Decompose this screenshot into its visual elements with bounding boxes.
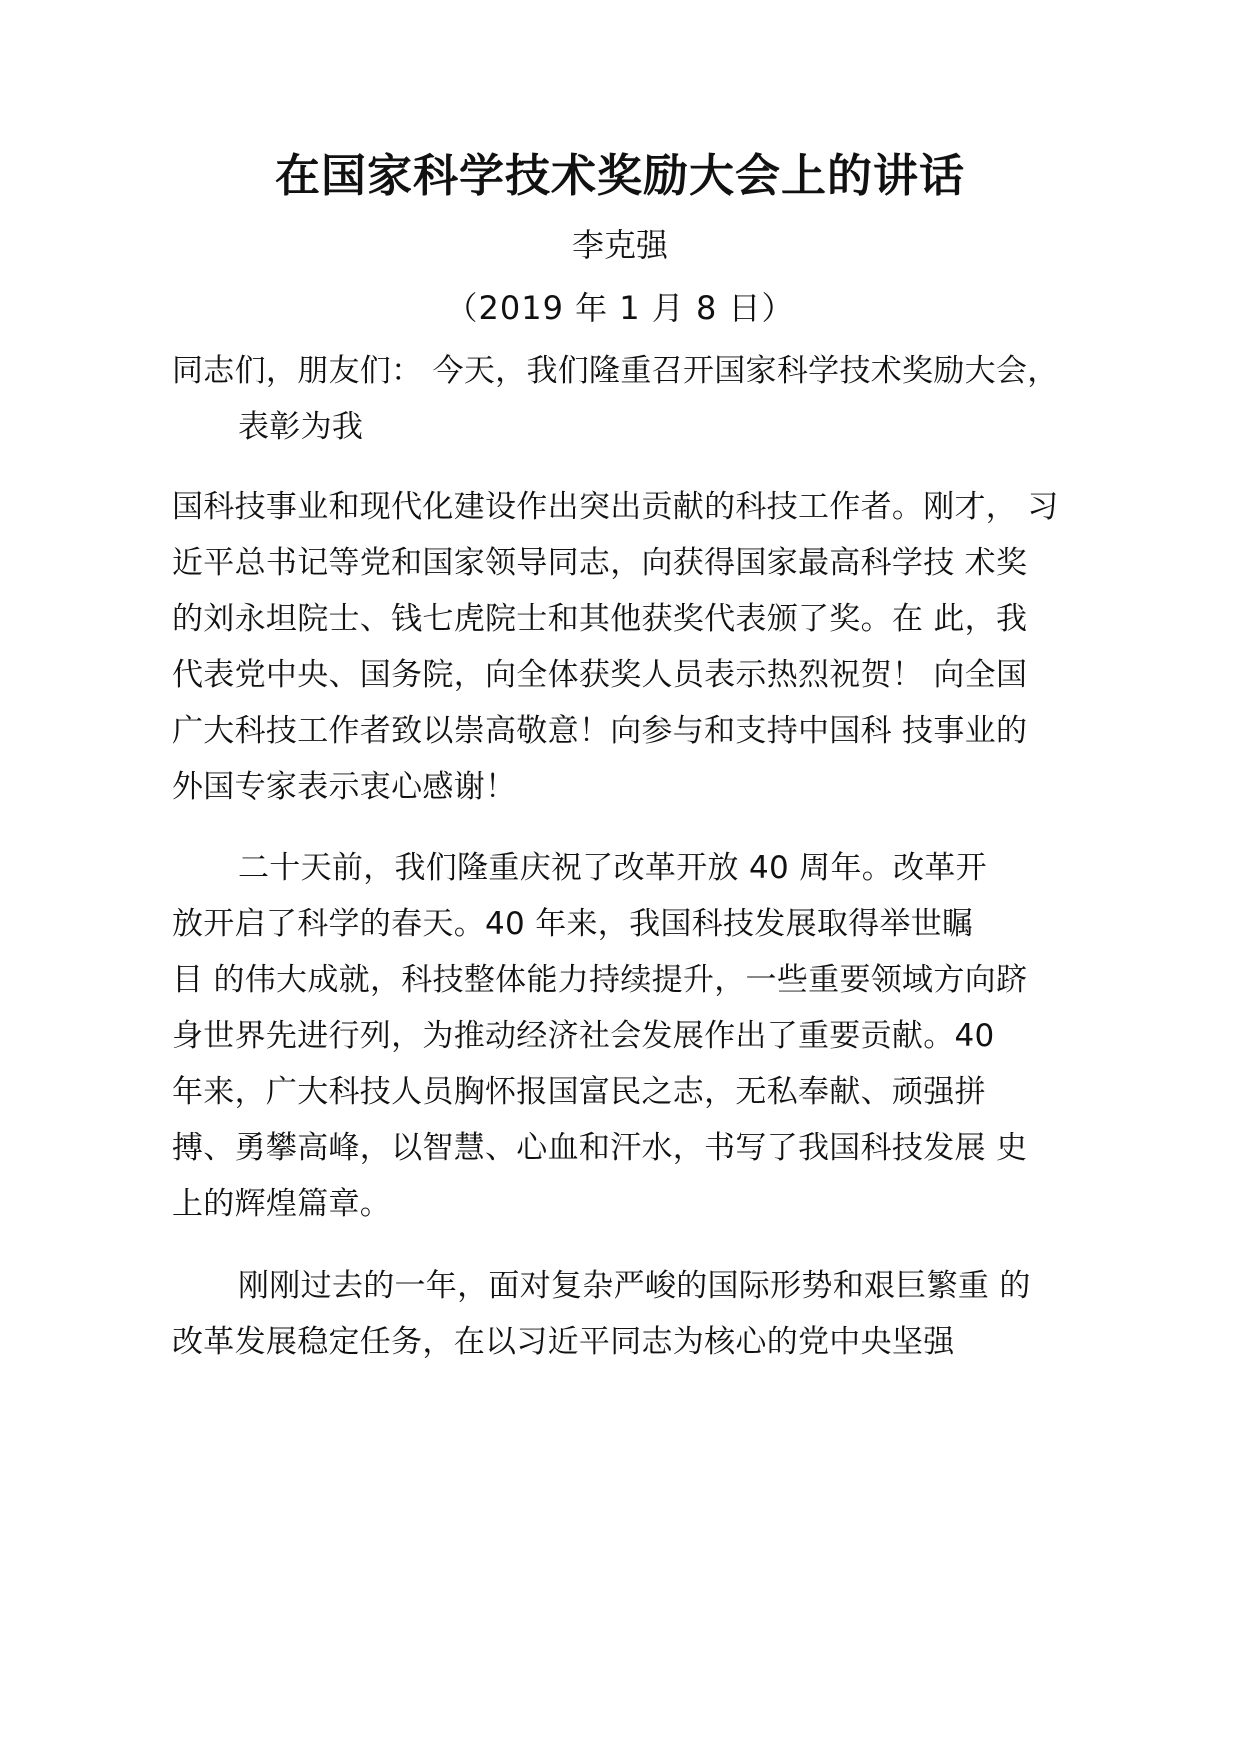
- text-line: 外国专家表示衷心感谢！: [172, 769, 517, 805]
- document-title: 在国家科学技术奖励大会上的讲话: [274, 149, 965, 202]
- text-line: 改革发展稳定任务，在以习近平同志为核心的党中央坚强: [172, 1324, 955, 1360]
- text-line: 表彰为我: [238, 409, 364, 445]
- speech-date: （2019 年 1 月 8 日）: [445, 289, 795, 327]
- text-line: 上的辉煌篇章。: [172, 1186, 392, 1222]
- text-line: 二十天前，我们隆重庆祝了改革开放 40 周年。改革开: [238, 850, 987, 886]
- text-line: 代表党中央、国务院，向全体获奖人员表示热烈祝贺！ 向全国: [172, 657, 1028, 693]
- text-line: 国科技事业和现代化建设作出突出贡献的科技工作者。刚才， 习: [172, 489, 1059, 525]
- text-line: 搏、勇攀高峰，以智慧、心血和汗水，书写了我国科技发展 史: [172, 1130, 1028, 1166]
- text-line: 目 的伟大成就，科技整体能力持续提升，一些重要领域方向跻: [172, 962, 1028, 998]
- text-line: 的刘永坦院士、钱七虎院士和其他获奖代表颁了奖。在 此，我: [172, 601, 1028, 637]
- text-line: 刚刚过去的一年，面对复杂严峻的国际形势和艰巨繁重 的: [238, 1268, 1031, 1304]
- text-line: 近平总书记等党和国家领导同志，向获得国家最高科学技 术奖: [172, 545, 1028, 581]
- text-line: 身世界先进行列，为推动经济社会发展作出了重要贡献。40: [172, 1018, 995, 1054]
- text-line: 放开启了科学的春天。40 年来，我国科技发展取得举世瞩: [172, 906, 974, 942]
- text-line: 广大科技工作者致以崇高敬意！向参与和支持中国科 技事业的: [172, 713, 1028, 749]
- text-line: 年来，广大科技人员胸怀报国富民之志，无私奉献、顽强拼: [172, 1074, 986, 1110]
- text-line: 同志们，朋友们： 今天，我们隆重召开国家科学技术奖励大会，: [172, 353, 1059, 389]
- author-name: 李克强: [571, 226, 668, 264]
